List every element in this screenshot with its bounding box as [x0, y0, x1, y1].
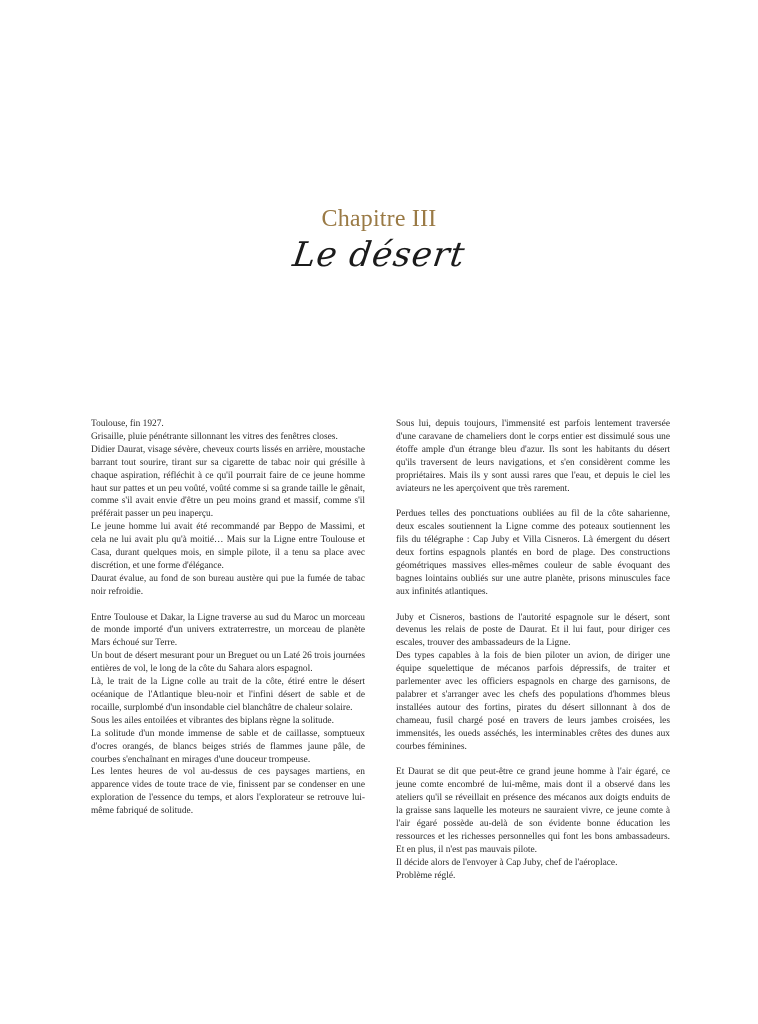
paragraph-gap: [396, 599, 670, 612]
paragraph: Juby et Cisneros, bastions de l'autorité espagnole sur le désert, sont devenus les relais de poste de Daurat. Et il lui faut, pour diriger ces escales, trouver des ambassadeurs de la Ligne.: [396, 612, 670, 649]
chapter-heading: [0, 205, 758, 275]
paragraph-gap: [91, 599, 365, 612]
paragraph: Un bout de désert mesurant pour un Breguet ou un Laté 26 trois journées entières de vol, le long de la côte du Sahara alors espagnol.: [91, 651, 365, 675]
paragraph: Le jeune homme lui avait été recommandé par Beppo de Massimi, et cela ne lui avait plu qu'à moitié… Mais sur la Ligne entre Toulouse et Casa, durant quelques mois, en simple pilote, il a tenu sa place avec discrétion, et une forme d'élégance.: [91, 522, 365, 571]
paragraph: La solitude d'un monde immense de sable et de caillasse, somptueux d'ocres orangés, de blancs beiges striés de flammes jaune pâle, de courbes s'enchaînant en mirages d'une douceur trompeuse.: [91, 728, 365, 765]
paragraph: Toulouse, fin 1927.: [91, 419, 164, 429]
left-column: [91, 418, 365, 818]
paragraph: Problème réglé.: [396, 870, 456, 881]
chapter-number: Chapitre III: [321, 206, 437, 232]
paragraph: Daurat évalue, au fond de son bureau austère qui pue la fumée de tabac noir refroidie.: [91, 573, 365, 597]
paragraph: Les lentes heures de vol au-dessus de ces paysages martiens, en apparence vides de toute trace de vie, finissent par se condenser en une exploration de l'essence du temps, et alors l'explorateur se retrouve lui-même fabriqué de solitude.: [91, 767, 365, 817]
paragraph-gap: [396, 754, 670, 767]
paragraph: Des types capables à la fois de bien piloter un avion, de diriger une équipe squelettique de mécanos parfois dépressifs, de traiter et parlementer avec les officiers espagnols en charge des garnisons, de palabrer et s'arranger avec les chefs des populations d'hommes bleus installées autour des fortins, pirates du désert sillonnant à dos de chameau, fusil chargé posé en travers de leurs jambes croisées, les immensités, les oueds asséchés, les interminables crêtes des dunes aux courbes féminines.: [396, 651, 670, 752]
paragraph: Entre Toulouse et Dakar, la Ligne traverse au sud du Maroc un morceau de monde importé d'un univers extraterrestre, un morceau de planète Mars échoué sur Terre.: [91, 612, 365, 649]
paragraph: Sous les ailes entoilées et vibrantes des biplans règne la solitude.: [91, 715, 334, 726]
paragraph: Il décide alors de l'envoyer à Cap Juby, chef de l'aéroplace.: [396, 857, 618, 868]
paragraph: Didier Daurat, visage sévère, cheveux courts lissés en arrière, moustache barrant tout sourire, tirant sur sa cigarette de tabac noir qui grésille à chaque aspiration, réfléchit à ce qu'il pourrait faire de ce jeune homme haut sur pattes et un peu voûté, voûté comme si sa grande taille le gênait, comme s'il avait envie d'être un peu moins grand et massif, comme s'il préférait passer un peu inaperçu.: [91, 444, 365, 520]
paragraph: Grisaille, pluie pénétrante sillonnant les vitres des fenêtres closes.: [91, 431, 338, 442]
right-column: [396, 418, 670, 883]
paragraph: Sous lui, depuis toujours, l'immensité est parfois lentement traversée d'une caravane de chameliers dont le corps entier est dissimulé sous une étoffe ample d'un étrange bleu d'azur. Ils sont les habitants du désert qu'ils traversent de leurs navigations, et s'en considèrent comme les propriétaires. Mais ils y sont aussi rares que l'eau, et depuis le ciel les aviateurs ne les aperçoivent que très rarement.: [396, 419, 670, 494]
paragraph-gap: [396, 495, 670, 508]
chapter-title: Le désert: [290, 235, 468, 275]
paragraph: Là, le trait de la Ligne colle au trait de la côte, étiré entre le désert océanique de l'Atlantique bleu-noir et l'infini désert de sable et de rocaille, surplombé d'un insondable ciel blanchâtre de chaleur solaire.: [91, 677, 365, 713]
paragraph: Perdues telles des ponctuations oubliées au fil de la côte saharienne, deux escales soutiennent la Ligne comme des poteaux soutiennent les fils du télégraphe : Cap Juby et Villa Cisneros. Là émergent du désert deux fortins espagnols plantés en bord de plage. Des constructions géométriques massives elles-mêmes couleur de sable évoquant des bagnes lointains oubliés sur une autre planète, prisons minuscules face aux infinités atlantiques.: [396, 509, 670, 597]
paragraph: Et Daurat se dit que peut-être ce grand jeune homme à l'air égaré, ce jeune comte encombré de lui-même, mais dont il a observé dans les ateliers qu'il se réveillait en présence des mécanos aux doigts enduits de la graisse sans laquelle les moteurs ne sauraient vivre, ce jeune comte à l'air égaré possède au-delà de son évidente bonne éducation les ressources et les richesses personnelles qui font les bons ambassadeurs. Et en plus, il n'est pas mauvais pilote.: [396, 767, 670, 855]
